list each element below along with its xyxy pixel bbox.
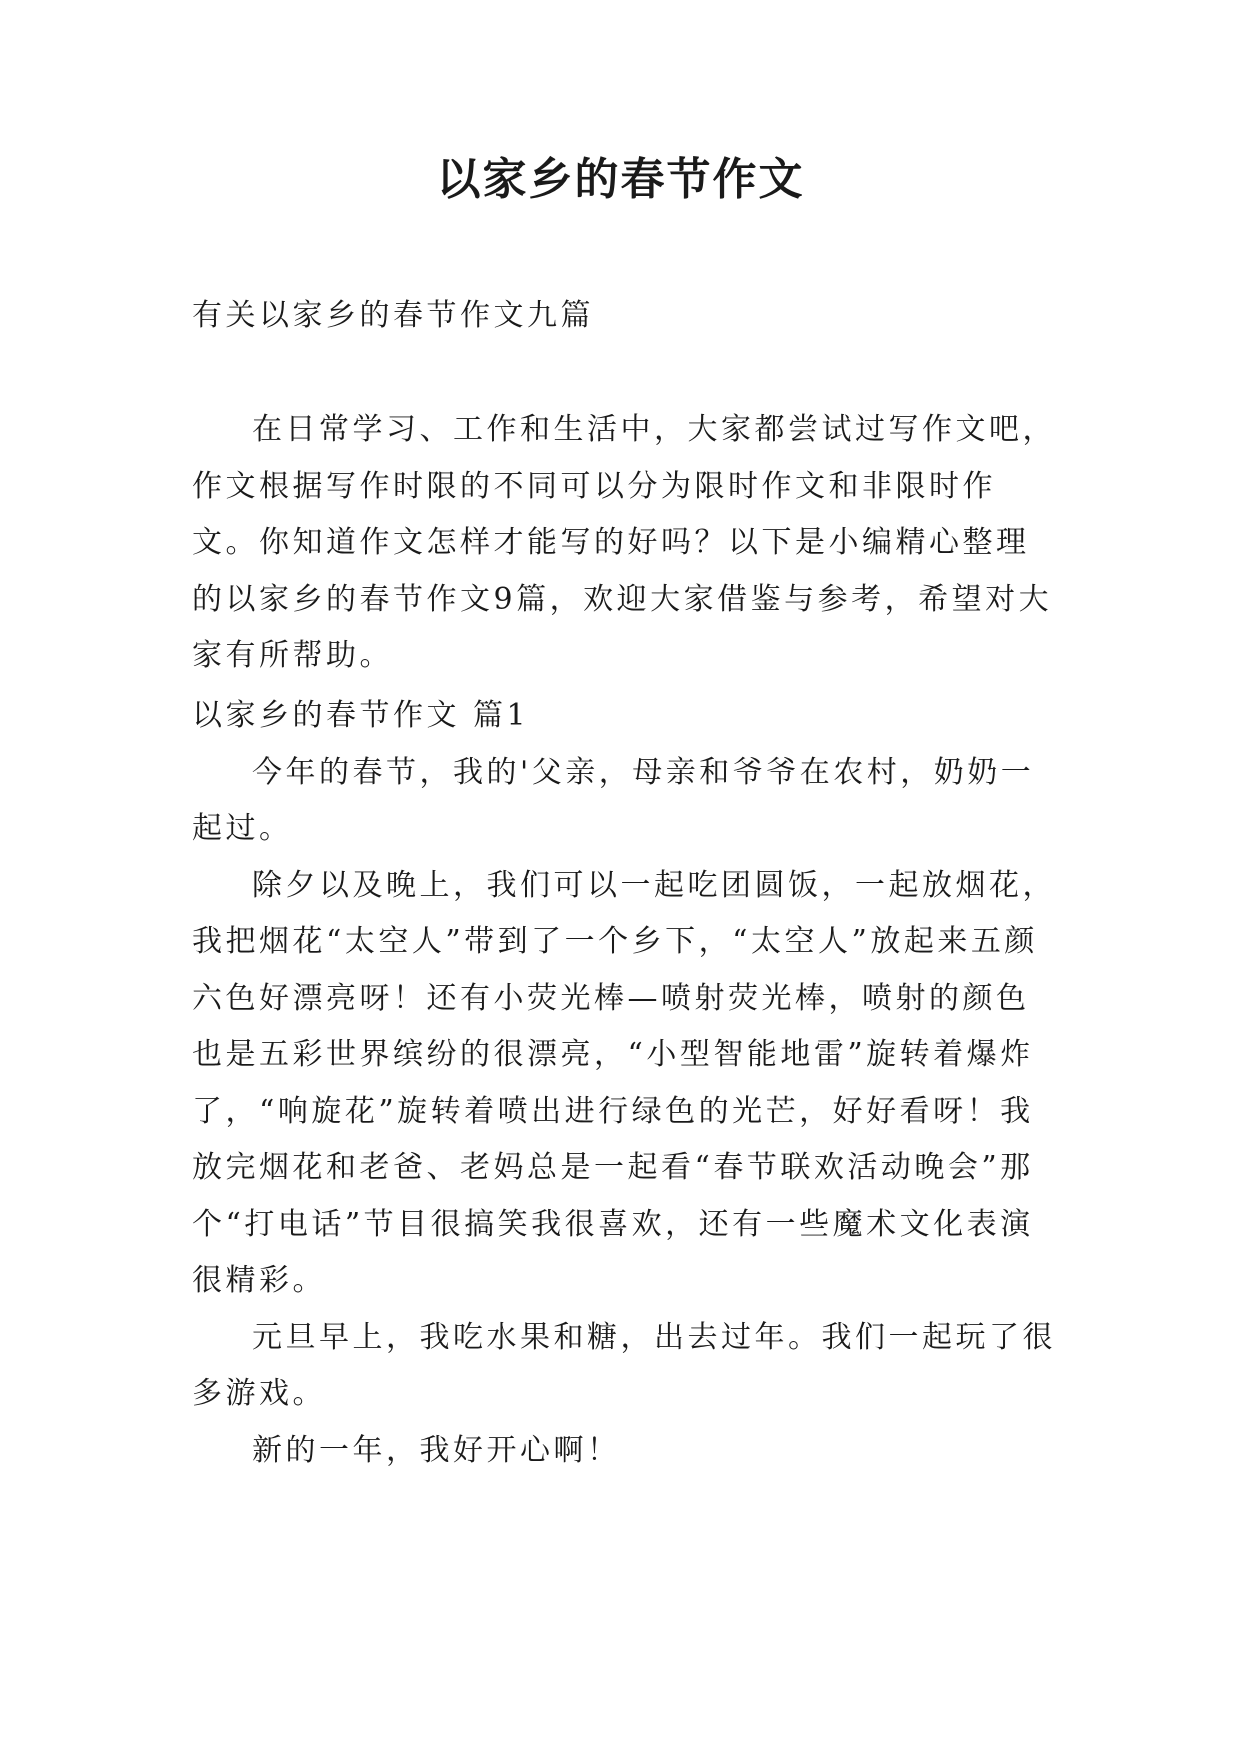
section-paragraph: 今年的春节，我的'父亲，母亲和爷爷在农村，奶奶一起过。 [192, 754, 1035, 846]
section-paragraph: 新的一年，我好开心啊！ [252, 1432, 621, 1468]
section-paragraph: 元旦早上，我吃水果和糖，出去过年。我们一起玩了很多游戏。 [192, 1319, 1056, 1411]
section-paragraph: 除夕以及晚上，我们可以一起吃团圆饭，一起放烟花，我把烟花“太空人”带到了一个乡下，“太空人”放起来五颜六色好漂亮呀！还有小荧光棒—喷射荧光棒，喷射的颜色也是五彩世界缤纷的很漂亮，“小型智能地雷”旋转着爆炸了，“响旋花”旋转着喷出进行绿色的光芒，好好看呀！我放完烟花和老爸、老妈总是一起看“春节联欢活动晚会”那个“打电话”节目很搞笑我很喜欢，还有一些魔术文化表演很精彩。 [192, 867, 1056, 1298]
document-title: 以家乡的春节作文 [436, 154, 805, 205]
section-heading: 以家乡的春节作文 篇1 [192, 698, 530, 733]
document-subtitle: 有关以家乡的春节作文九篇 [192, 298, 594, 333]
essay-section-1 [192, 688, 1060, 1479]
intro-paragraph: 在日常学习、工作和生活中，大家都尝试过写作文吧，作文根据写作时限的不同可以分为限时作文和非限时作文。你知道作文怎样才能写的好吗？以下是小编精心整理的以家乡的春节作文9篇，欢迎大家借鉴与参考，希望对大家有所帮助。 [192, 412, 1056, 673]
